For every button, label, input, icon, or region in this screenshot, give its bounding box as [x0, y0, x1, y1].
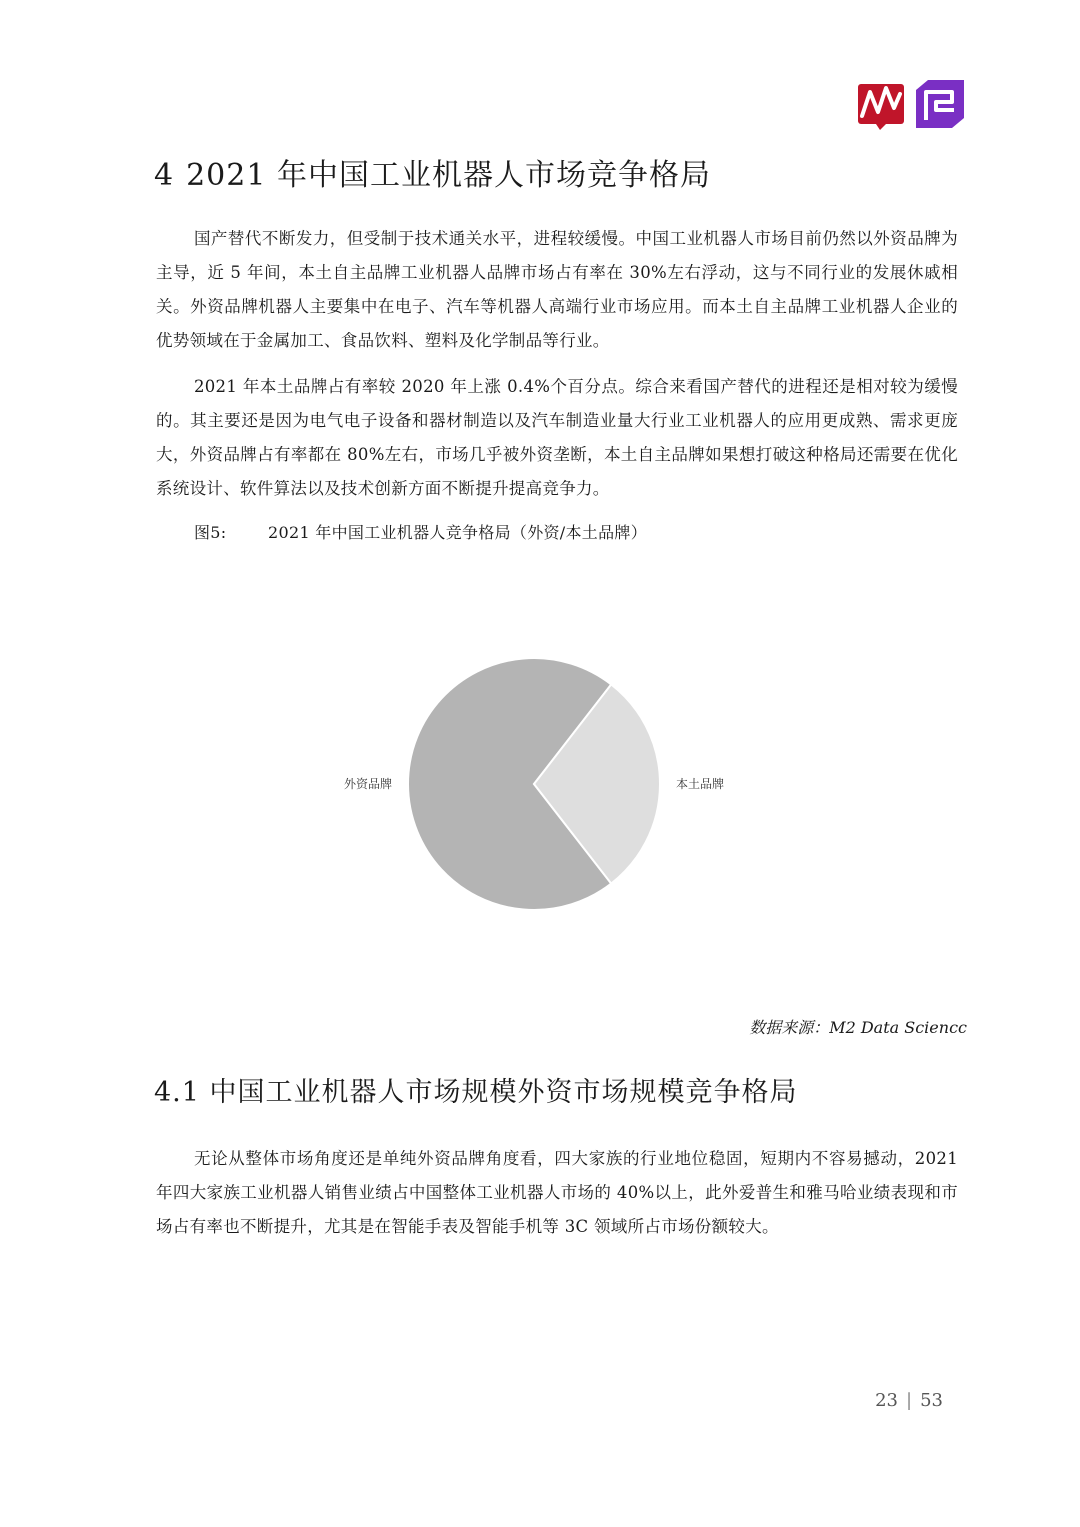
figure-caption — [194, 520, 647, 543]
figure-label: 图5: — [194, 523, 227, 542]
body-paragraph-2: 2021 年本土品牌占有率较 2020 年上涨 0.4%个百分点。综合来看国产替代的进程还是相对较为缓慢的。其主要还是因为电气电子设备和器材制造以及汽车制造业量大行业工业机器人的应用更成熟、需求更庞大，外资品牌占有率都在 80%左右，市场几乎被外资垄断，本土自主品牌如果想打破这种格局还需要在优化系统设计、软件算法以及技术创新方面不断提升提高竞争力。 — [156, 377, 958, 498]
pie-chart — [300, 600, 780, 960]
figure-caption-text: 2021 年中国工业机器人竞争格局（外资/本土品牌） — [268, 523, 647, 542]
current-page: 23 — [875, 1390, 899, 1411]
data-source: 数据来源：M2 Data Sciencc — [749, 1018, 967, 1037]
brand-logo-mark-purple — [916, 80, 964, 128]
brand-logo — [856, 78, 966, 130]
section-heading — [154, 150, 711, 194]
total-pages: 53 — [920, 1390, 943, 1411]
brand-logo-mark-red — [858, 84, 904, 130]
body-paragraph-1: 国产替代不断发力，但受制于技术通关水平，进程较缓慢。中国工业机器人市场目前仍然以外资品牌为主导，近 5 年间，本土自主品牌工业机器人品牌市场占有率在 30%左右浮动，这与不同行业的发展休戚相关。外资品牌机器人主要集中在电子、汽车等机器人高端行业市场应用。而本土自主品牌工业机器人企业的优势领域在于金属加工、食品饮料、塑料及化学制品等行业。 — [156, 229, 958, 350]
section-number: 4 — [154, 158, 175, 193]
pie-label-domestic: 本土品牌 — [676, 777, 725, 791]
page-separator: | — [906, 1390, 913, 1411]
pie-label-foreign: 外资品牌 — [343, 777, 392, 791]
page-number — [875, 1390, 943, 1411]
subsection-title: 4.1 中国工业机器人市场规模外资市场规模竞争格局 — [154, 1077, 798, 1108]
body-paragraph-3: 无论从整体市场角度还是单纯外资品牌角度看，四大家族的行业地位稳固，短期内不容易撼动，2021 年四大家族工业机器人销售业绩占中国整体工业机器人市场的 40%以上，此外爱普生和雅马哈业绩表现和市场占有率也不断提升，尤其是在智能手表及智能手机等 3C 领域所占市场份额较大。 — [156, 1149, 958, 1236]
section-title: 2021 年中国工业机器人市场竞争格局 — [186, 158, 711, 193]
